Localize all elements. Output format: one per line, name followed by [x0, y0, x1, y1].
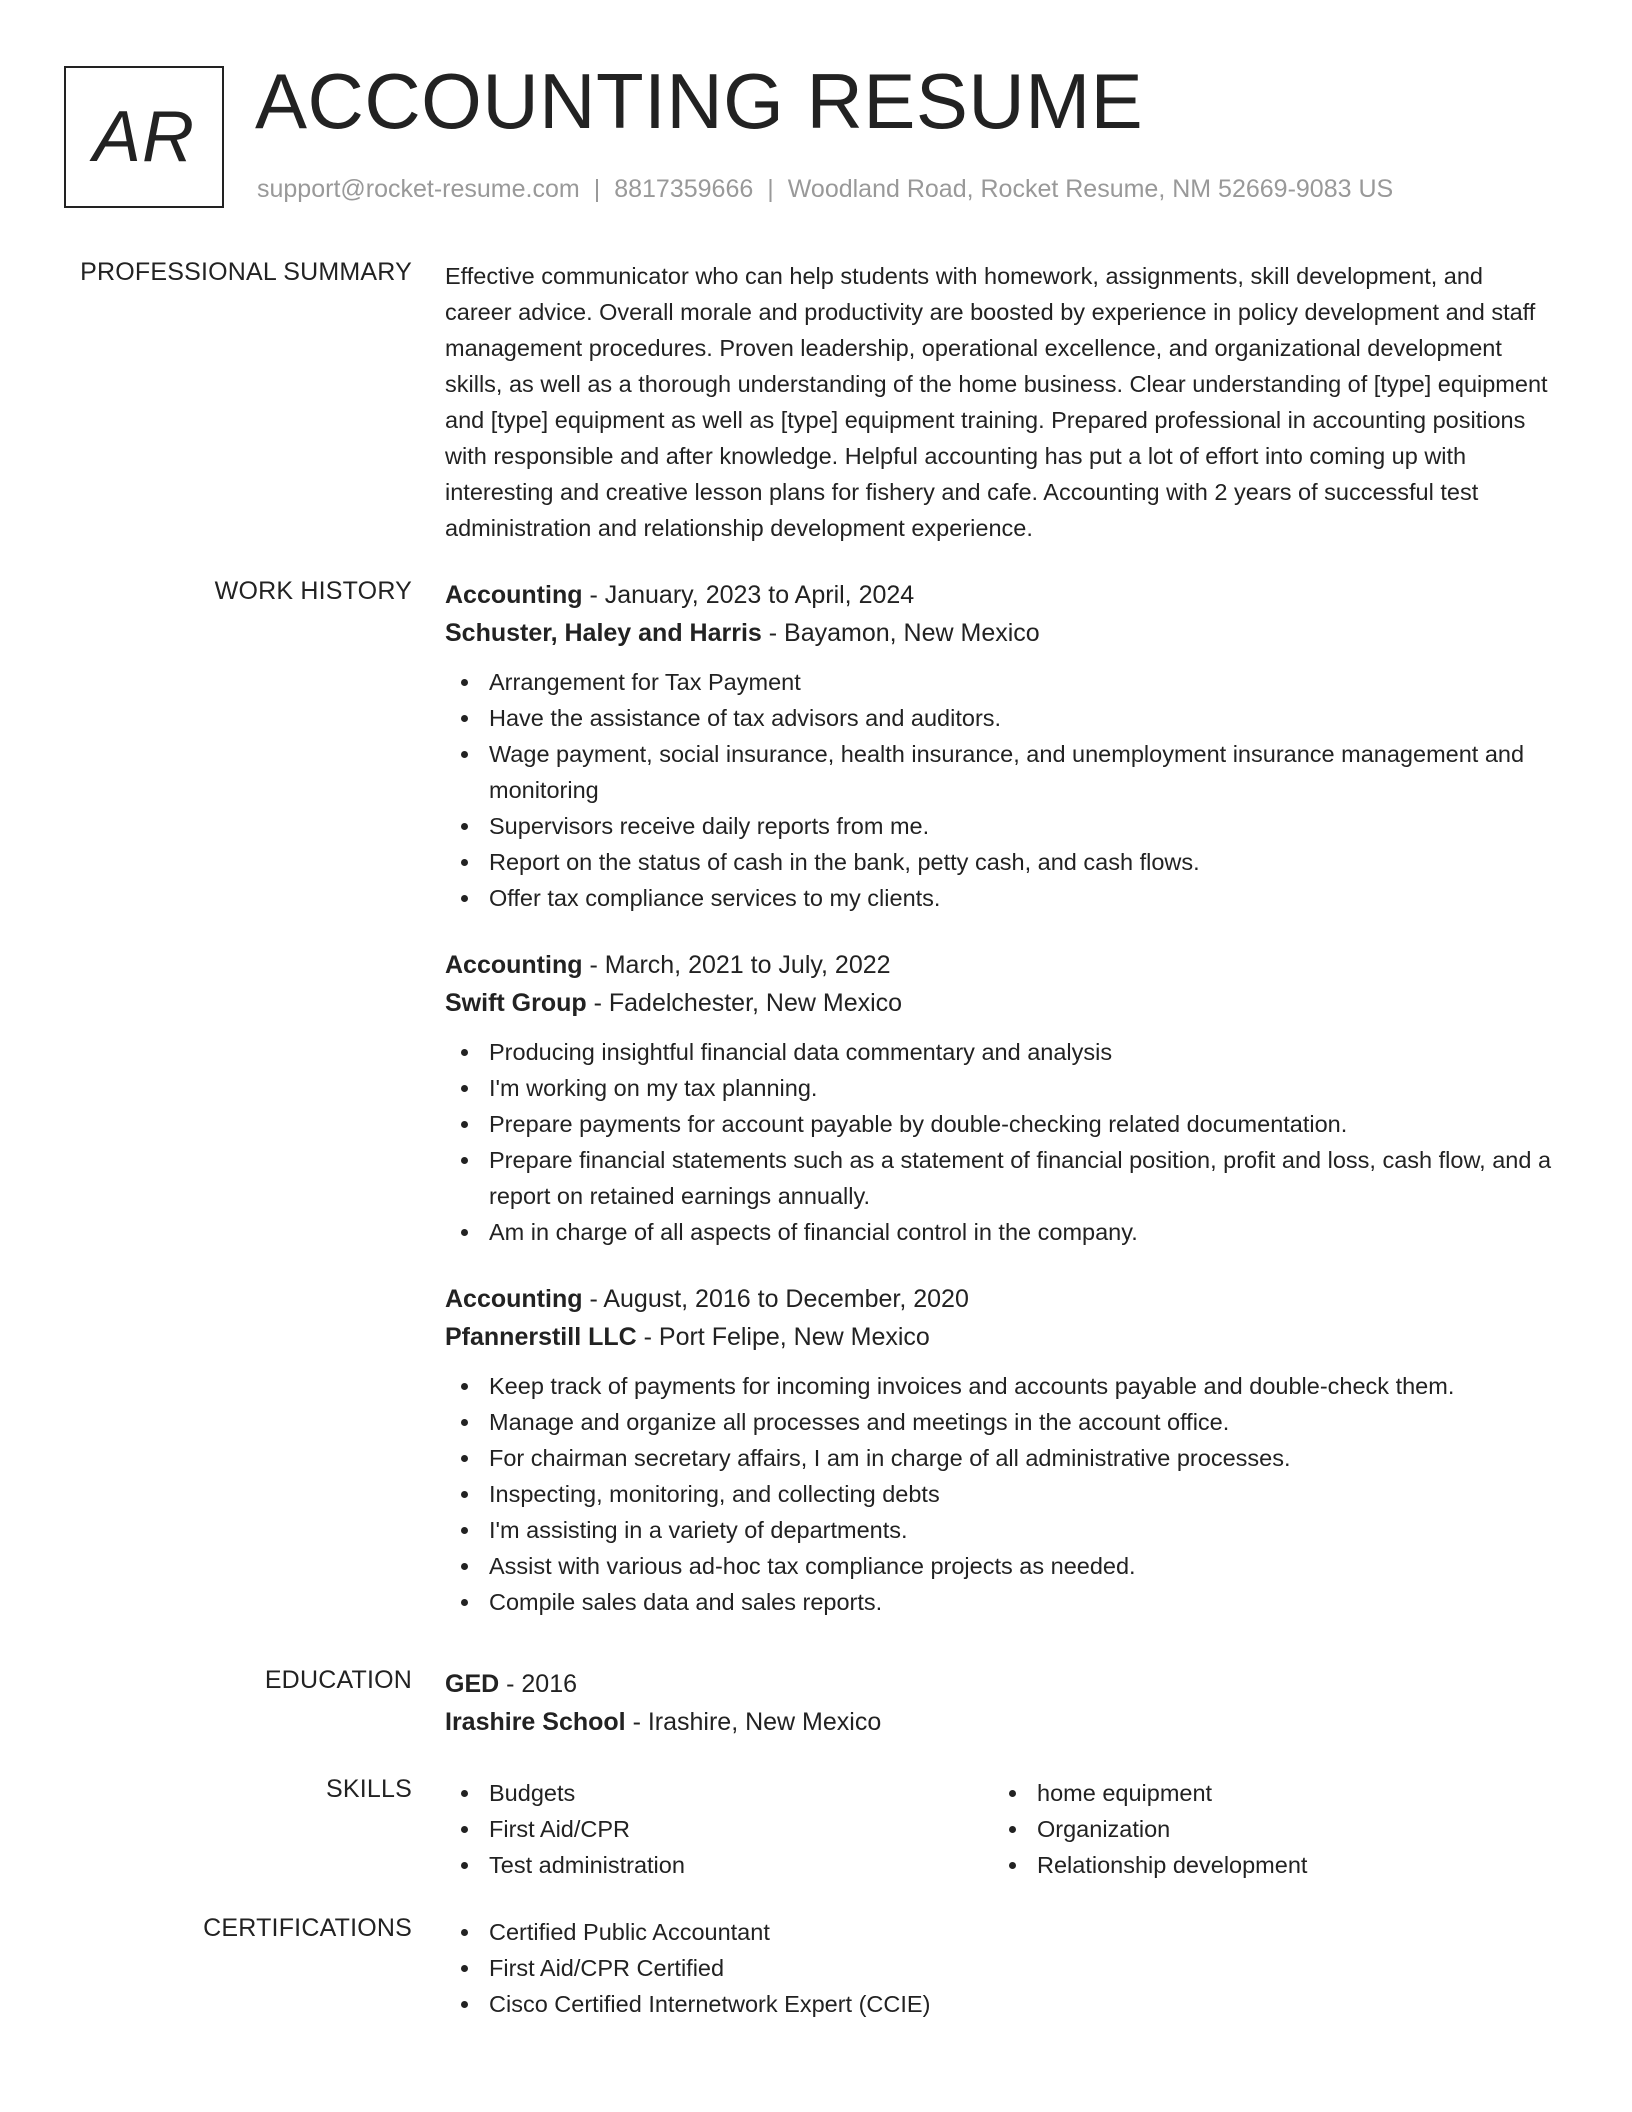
education-degree-line — [445, 1665, 1555, 1703]
contact-separator: | — [767, 175, 774, 203]
list-item: Supervisors receive daily reports from me. — [445, 808, 1555, 844]
list-item: home equipment — [993, 1775, 1541, 1811]
job-dates: - March, 2021 to July, 2022 — [582, 951, 891, 979]
job-dates: - August, 2016 to December, 2020 — [582, 1285, 969, 1313]
job-title: Accounting — [445, 581, 583, 609]
summary-body — [445, 258, 1555, 546]
job-dates: - January, 2023 to April, 2024 — [582, 581, 915, 609]
list-item: Assist with various ad-hoc tax compliance projects as needed. — [445, 1548, 1555, 1584]
job-company-line — [445, 984, 1555, 1022]
list-item: Report on the status of cash in the bank, petty cash, and cash flows. — [445, 844, 1555, 880]
list-item: Prepare financial statements such as a statement of financial position, profit and loss, cash flow, and a report on retained earnings annually. — [445, 1142, 1555, 1214]
job-entry — [445, 576, 1555, 916]
list-item: For chairman secretary affairs, I am in charge of all administrative processes. — [445, 1440, 1555, 1476]
section-label-certifications: CERTIFICATIONS — [203, 1914, 412, 1942]
list-item: Test administration — [445, 1847, 993, 1883]
skills-list-right — [993, 1775, 1541, 1883]
job-duties-list — [445, 1034, 1555, 1250]
section-label-education: EDUCATION — [264, 1666, 412, 1694]
list-item: I'm assisting in a variety of departments. — [445, 1512, 1555, 1548]
list-item: Am in charge of all aspects of financial control in the company. — [445, 1214, 1555, 1250]
job-company: Schuster, Haley and Harris — [445, 619, 762, 647]
job-location: - Port Felipe, New Mexico — [636, 1323, 930, 1351]
job-location: - Bayamon, New Mexico — [761, 619, 1040, 647]
section-label-summary: PROFESSIONAL SUMMARY — [80, 258, 412, 286]
job-company-line — [445, 614, 1555, 652]
job-entry — [445, 1280, 1555, 1620]
education-school: Irashire School — [445, 1708, 626, 1736]
education-year: - 2016 — [499, 1670, 578, 1698]
education-school-line — [445, 1703, 1555, 1741]
job-entry — [445, 946, 1555, 1250]
list-item: Wage payment, social insurance, health insurance, and unemployment insurance management and monitoring — [445, 736, 1555, 808]
list-item: Offer tax compliance services to my clients. — [445, 880, 1555, 916]
education-degree: GED — [445, 1670, 500, 1698]
job-duties-list — [445, 664, 1555, 916]
contact-email[interactable]: support@rocket-resume.com — [257, 175, 580, 203]
skills-body — [445, 1775, 1555, 1883]
job-title: Accounting — [445, 1285, 583, 1313]
list-item: Organization — [993, 1811, 1541, 1847]
resume-title: ACCOUNTING RESUME — [255, 57, 1144, 145]
list-item: Keep track of payments for incoming invoices and accounts payable and double-check them. — [445, 1368, 1555, 1404]
job-title: Accounting — [445, 951, 583, 979]
list-item: Prepare payments for account payable by double-checking related documentation. — [445, 1106, 1555, 1142]
job-duties-list — [445, 1368, 1555, 1620]
list-item: Manage and organize all processes and meetings in the account office. — [445, 1404, 1555, 1440]
job-location: - Fadelchester, New Mexico — [586, 989, 903, 1017]
work-history-body — [445, 576, 1555, 1620]
contact-separator: | — [593, 175, 601, 203]
certifications-body — [445, 1914, 1555, 2022]
job-title-line — [445, 946, 1555, 984]
list-item: First Aid/CPR Certified — [445, 1950, 1555, 1986]
contact-line — [257, 175, 1393, 204]
job-company: Swift Group — [445, 989, 587, 1017]
section-label-work-history: WORK HISTORY — [214, 577, 412, 605]
section-label-skills: SKILLS — [326, 1775, 412, 1803]
list-item: Have the assistance of tax advisors and auditors. — [445, 700, 1555, 736]
list-item: Inspecting, monitoring, and collecting debts — [445, 1476, 1555, 1512]
monogram-logo: AR — [64, 66, 224, 208]
education-location: - Irashire, New Mexico — [625, 1708, 882, 1736]
list-item: Budgets — [445, 1775, 993, 1811]
list-item: Relationship development — [993, 1847, 1541, 1883]
list-item: Compile sales data and sales reports. — [445, 1584, 1555, 1620]
list-item: Certified Public Accountant — [445, 1914, 1555, 1950]
contact-phone[interactable]: 8817359666 — [614, 175, 754, 203]
job-title-line — [445, 1280, 1555, 1318]
list-item: Arrangement for Tax Payment — [445, 664, 1555, 700]
certifications-list — [445, 1914, 1555, 2022]
skills-list-left — [445, 1775, 993, 1883]
list-item: Cisco Certified Internetwork Expert (CCIE) — [445, 1986, 1555, 2022]
list-item: I'm working on my tax planning. — [445, 1070, 1555, 1106]
job-company: Pfannerstill LLC — [445, 1323, 637, 1351]
job-company-line — [445, 1318, 1555, 1356]
contact-address: Woodland Road, Rocket Resume, NM 52669-9083 US — [787, 175, 1394, 203]
education-body — [445, 1665, 1555, 1741]
summary-text: Effective communicator who can help students with homework, assignments, skill development, and career advice. Overall morale and productivity are boosted by experience in policy development and staff management procedures. Proven leadership, operational excellence, and organizational development skills, as well as a thorough understanding of the home business. Clear understanding of [type] equipment and [type] equipment as well as [type] equipment training. Prepared professional in accounting positions with responsible and after knowledge. Helpful accounting has put a lot of effort into coming up with interesting and creative lesson plans for fishery and cafe. Accounting with 2 years of successful test administration and relationship development experience. — [445, 263, 1548, 541]
job-title-line — [445, 576, 1555, 614]
list-item: First Aid/CPR — [445, 1811, 993, 1847]
list-item: Producing insightful financial data commentary and analysis — [445, 1034, 1555, 1070]
